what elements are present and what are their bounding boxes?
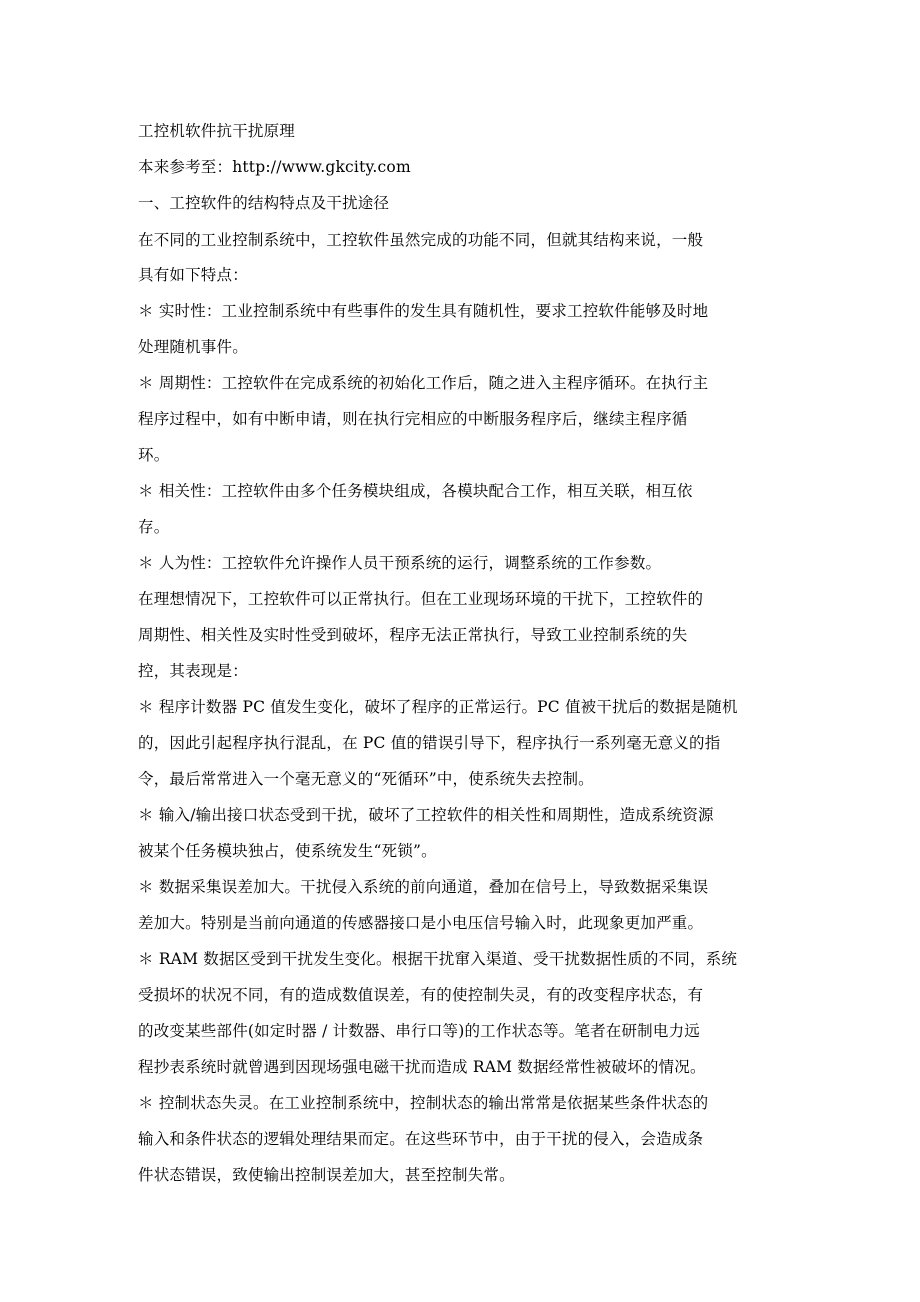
bullet-line: ＊ RAM 数据区受到干扰发生变化。根据干扰窜入渠道、受干扰数据性质的不同，系统 [138,950,738,968]
text-line: 程抄表系统时就曾遇到因现场强电磁干扰而造成 RAM 数据经常性被破坏的情况。 [138,1058,706,1076]
text-line: 被某个任务模块独占，使系统发生“死锁”。 [138,842,437,860]
text-line: 在不同的工业控制系统中，工控软件虽然完成的功能不同，但就其结构来说，一般 [138,231,704,249]
bullet-line: ＊ 周期性：工控软件在完成系统的初始化工作后，随之进入主程序循环。在执行主 [138,374,709,392]
bullet-line: ＊ 人为性：工控软件允许操作人员干预系统的运行，调整系统的工作参数。 [138,554,662,572]
text-line: 处理随机事件。 [138,338,248,356]
bullet-line: ＊ 控制状态失灵。在工业控制系统中，控制状态的输出常常是依据某些条件状态的 [138,1094,709,1112]
text-line: 受损坏的状况不同，有的造成数值误差，有的使控制失灵，有的改变程序状态，有 [138,986,704,1004]
bullet-line: ＊ 程序计数器 PC 值发生变化，破坏了程序的正常运行。PC 值被干扰后的数据是随机 [138,698,738,716]
text-line: 存。 [138,518,170,536]
text-line: 的改变某些部件(如定时器 / 计数器、串行口等)的工作状态等。笔者在研制电力远 [138,1022,700,1040]
bullet-line: ＊ 数据采集误差加大。干扰侵入系统的前向通道，叠加在信号上，导致数据采集误 [138,878,709,896]
text-line: 差加大。特别是当前向通道的传感器接口是小电压信号输入时，此现象更加严重。 [138,914,704,932]
text-line: 环。 [138,446,170,464]
text-line: 控，其表现是： [138,662,248,680]
bullet-line: ＊ 实时性：工业控制系统中有些事件的发生具有随机性，要求工控软件能够及时地 [138,302,709,320]
source-reference: 本来参考至：http://www.gkcity.com [138,158,411,176]
text-line: 周期性、相关性及实时性受到破坏，程序无法正常执行，导致工业控制系统的失 [138,626,688,644]
text-line: 输入和条件状态的逻辑处理结果而定。在这些环节中，由于干扰的侵入，会造成条 [138,1130,704,1148]
bullet-line: ＊ 输入/输出接口状态受到干扰，破坏了工控软件的相关性和周期性，造成系统资源 [138,806,714,824]
section-heading: 一、工控软件的结构特点及干扰途径 [138,194,390,212]
bullet-line: ＊ 相关性：工控软件由多个任务模块组成，各模块配合工作，相互关联，相互依 [138,482,693,500]
document-title: 工控机软件抗干扰原理 [138,122,296,140]
text-line: 令，最后常常进入一个毫无意义的“死循环”中，使系统失去控制。 [138,770,594,788]
text-line: 程序过程中，如有中断申请，则在执行完相应的中断服务程序后，继续主程序循 [138,410,688,428]
text-line: 件状态错误，致使输出控制误差加大，甚至控制失常。 [138,1166,515,1184]
text-line: 在理想情况下，工控软件可以正常执行。但在工业现场环境的干扰下，工控软件的 [138,590,704,608]
text-line: 具有如下特点： [138,266,248,284]
text-line: 的，因此引起程序执行混乱，在 PC 值的错误引导下，程序执行一系列毫无意义的指 [138,734,721,752]
